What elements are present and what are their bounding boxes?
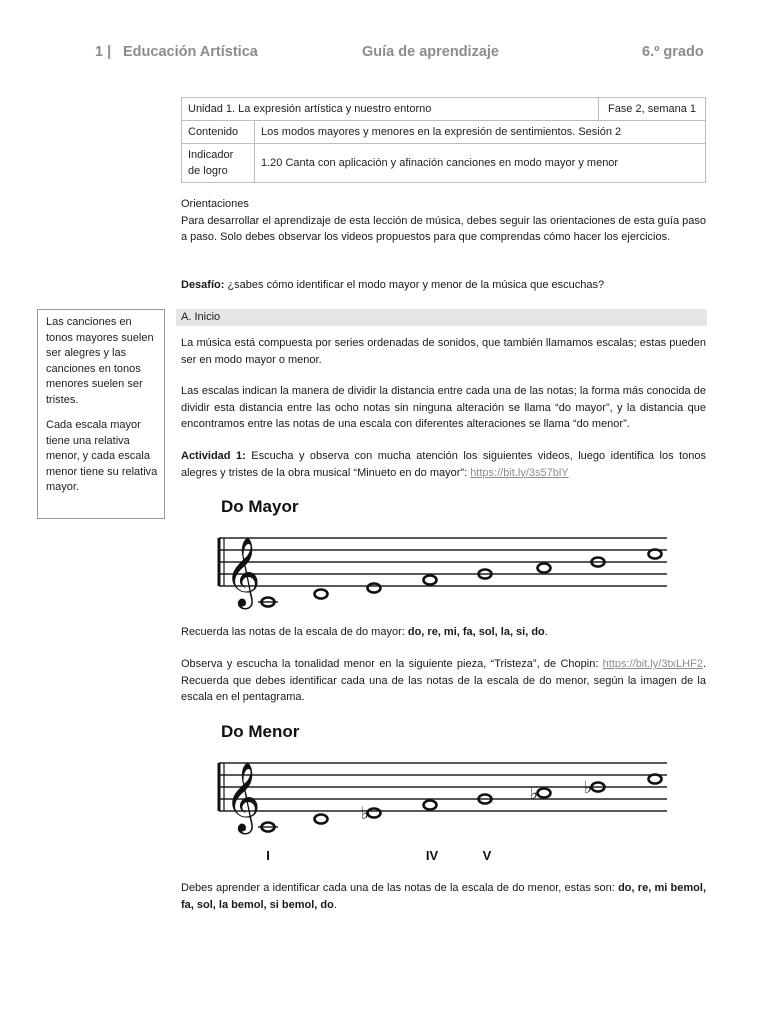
final-paragraph: [181, 880, 706, 913]
recuerda-end: .: [544, 626, 548, 638]
note-re: [315, 590, 328, 599]
tip-paragraph-2: Cada escala mayor tiene una relativa menor, y cada escala menor tiene su relativa mayor.: [46, 419, 158, 493]
orientaciones-title: Orientaciones: [181, 198, 249, 210]
note-mi-bemol: [368, 809, 381, 818]
do-mayor-notes: [258, 550, 662, 607]
content-label: Contenido: [182, 121, 255, 144]
minueto-link[interactable]: https://bit.ly/3s57blY: [470, 466, 569, 479]
dividir-paragraph: Las escalas indican la manera de dividir la distancia entre cada una de las notas; la forma más conocida de dividir esta distancia entre las ocho notas sin ninguna alteración se llama “do mayor”, y la distancia que encontramos entre las notas de una escala con diferentes alteraciones se llama “do menor”.: [181, 385, 706, 430]
section-a-heading: A. Inicio: [176, 309, 707, 326]
do-menor-staff: [215, 717, 670, 867]
note-do-high: [649, 550, 662, 559]
orientaciones-block: [181, 196, 706, 246]
note-la: [538, 564, 551, 573]
treble-clef-icon: 𝄞: [225, 762, 261, 832]
grade-label: 6.º grado: [642, 44, 704, 60]
tip-paragraph-1: Las canciones en tonos mayores suelen ser alegres y las canciones en tonos menores suelen ser tristes.: [46, 316, 154, 406]
do-menor-title: Do Menor: [221, 722, 300, 741]
staff-lines-minor: [219, 763, 667, 811]
do-mayor-staff: [215, 492, 670, 612]
final-notes: do, re, mi bemol, fa, sol, la bemol, si bemol, do: [181, 882, 706, 911]
actividad-paragraph: [181, 448, 706, 481]
flat-icon: ♭: [584, 778, 593, 798]
note-do-high: [649, 775, 662, 784]
recuerda-paragraph: [181, 624, 706, 641]
desafio-paragraph: [181, 277, 706, 294]
guide-title: Guía de aprendizaje: [362, 44, 499, 60]
flat-icon: ♭: [361, 804, 370, 824]
escalas-paragraph: La música está compuesta por series ordenadas de sonidos, que también llamamos escalas; estas pueden ser en modo mayor o menor.: [181, 337, 706, 366]
info-table: [181, 97, 706, 183]
do-menor-notes: [258, 775, 662, 832]
orientaciones-text: Para desarrollar el aprendizaje de esta lección de música, debes seguir las orientaciones de esta guía paso a paso. Solo debes observar los videos propuestos para que comprendas cómo hacer los ejercicios.: [181, 214, 706, 243]
final-text: Debes aprender a identificar cada una de las notas de la escala de do menor, estas son:: [181, 882, 619, 894]
treble-clef-icon: 𝄞: [225, 537, 261, 607]
subject-title: Educación Artística: [123, 44, 258, 60]
note-fa: [424, 576, 437, 585]
observa-paragraph: [181, 656, 706, 706]
staff-lines: [219, 538, 667, 586]
content-value: Los modos mayores y menores en la expresión de sentimientos. Sesión 2: [255, 121, 706, 144]
observa-text-2: . Recuerda que debes identificar cada una de las notas de la escala de do menor, según la imagen de la escala en el pentagrama.: [181, 658, 706, 703]
flat-icon: ♭: [530, 784, 539, 804]
indicator-value: 1.20 Canta con aplicación y afinación canciones en modo mayor y menor: [255, 144, 706, 183]
final-end: .: [333, 898, 337, 911]
page-number: 1 |: [95, 44, 112, 60]
degree-4-label: IV: [425, 848, 439, 863]
actividad-label: Actividad 1:: [181, 450, 246, 462]
recuerda-text: Recuerda las notas de la escala de do mayor:: [181, 626, 408, 638]
recuerda-notes: do, re, mi, fa, sol, la, si, do: [407, 626, 545, 638]
desafio-text: ¿sabes cómo identificar el modo mayor y menor de la música que escuchas?: [224, 279, 605, 291]
phase-cell: Fase 2, semana 1: [599, 98, 706, 121]
degree-1-label: I: [266, 848, 270, 863]
indicator-label: Indicador de logro: [182, 144, 255, 183]
observa-text-1: Observa y escucha la tonalidad menor en la siguiente pieza, “Tristeza”, de Chopin:: [181, 658, 603, 670]
unit-cell: Unidad 1. La expresión artística y nuestro entorno: [182, 98, 599, 121]
actividad-text: Escucha y observa con mucha atención los siguientes videos, luego identifica los tonos alegres y tristes de la obra musical “Minueto en do mayor”:: [181, 450, 706, 479]
degree-5-label: V: [482, 848, 492, 863]
tristeza-link[interactable]: https://bit.ly/3txLHF2: [602, 658, 703, 670]
do-mayor-title: Do Mayor: [221, 497, 299, 516]
desafio-label: Desafío:: [181, 279, 225, 291]
note-mi: [368, 584, 381, 593]
tip-box: [37, 309, 165, 519]
note-la-bemol: [538, 789, 551, 798]
note-re: [315, 815, 328, 824]
note-fa: [424, 801, 437, 810]
